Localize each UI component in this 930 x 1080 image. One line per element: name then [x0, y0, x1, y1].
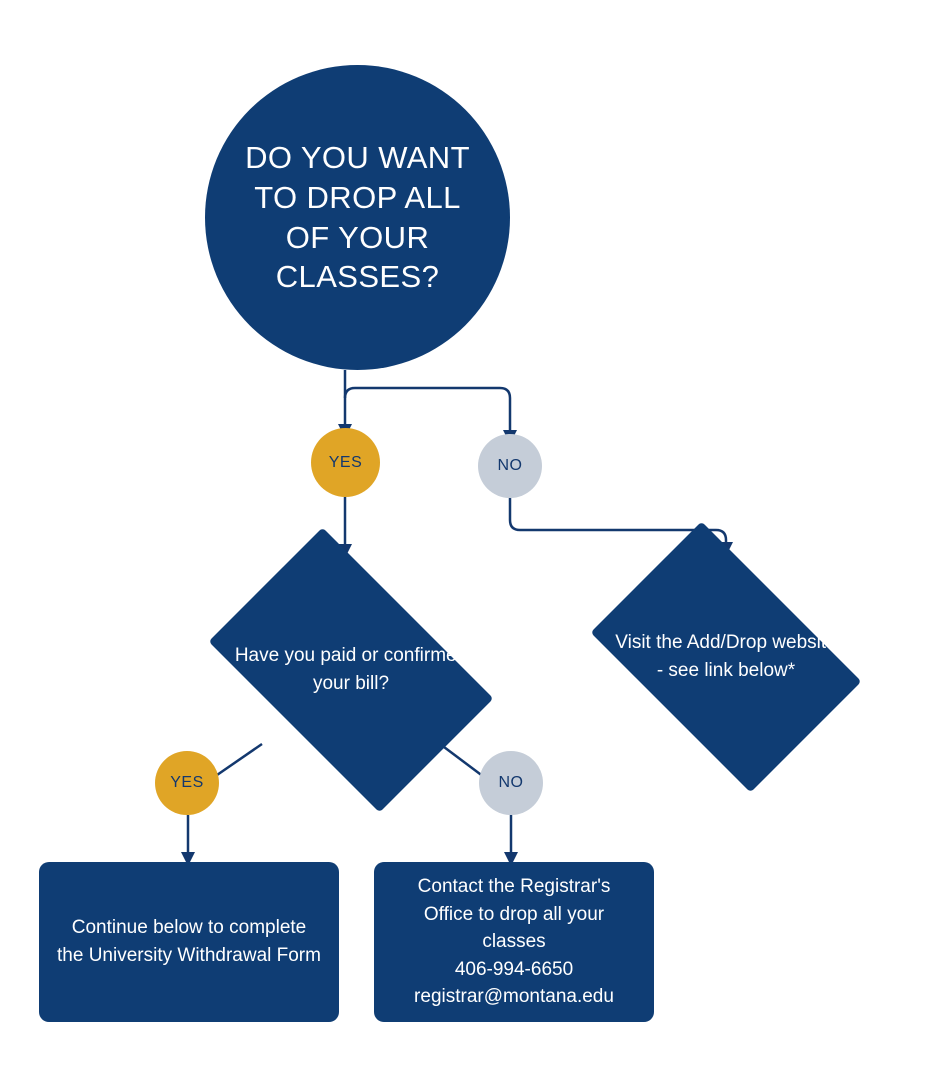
root-question-node — [205, 65, 510, 370]
decision-bill-node — [180, 556, 522, 784]
outcome-registrar-line1: Contact the Registrar's Office to drop all your classes — [417, 876, 611, 953]
outcome-registrar-phone: 406-994-6650 — [454, 958, 574, 980]
branch-no-bottom[interactable] — [479, 751, 543, 815]
branch-no-top[interactable] — [478, 434, 542, 498]
branch-yes-top[interactable] — [311, 428, 380, 497]
outcome-withdrawal-node — [39, 862, 339, 1022]
decision-bill-label: Have you paid or confirmed your bill? — [234, 645, 468, 694]
add-drop-node — [566, 546, 886, 768]
outcome-registrar-text — [392, 873, 636, 1011]
branch-yes-bottom[interactable] — [155, 751, 219, 815]
outcome-registrar-email: registrar@montana.edu — [414, 986, 614, 1008]
outcome-registrar-node — [374, 862, 654, 1022]
root-question-label: DO YOU WANT TO DROP ALL OF YOUR CLASSES? — [245, 140, 470, 295]
branch-no-bottom-label: NO — [498, 774, 524, 791]
outcome-withdrawal-label: Continue below to complete the University Withdrawal Form — [57, 917, 321, 966]
branch-yes-bottom-label: YES — [170, 774, 204, 791]
add-drop-label: Visit the Add/Drop website - see link below* — [615, 632, 837, 681]
branch-yes-top-label: YES — [328, 453, 363, 471]
branch-no-top-label: NO — [497, 457, 523, 474]
